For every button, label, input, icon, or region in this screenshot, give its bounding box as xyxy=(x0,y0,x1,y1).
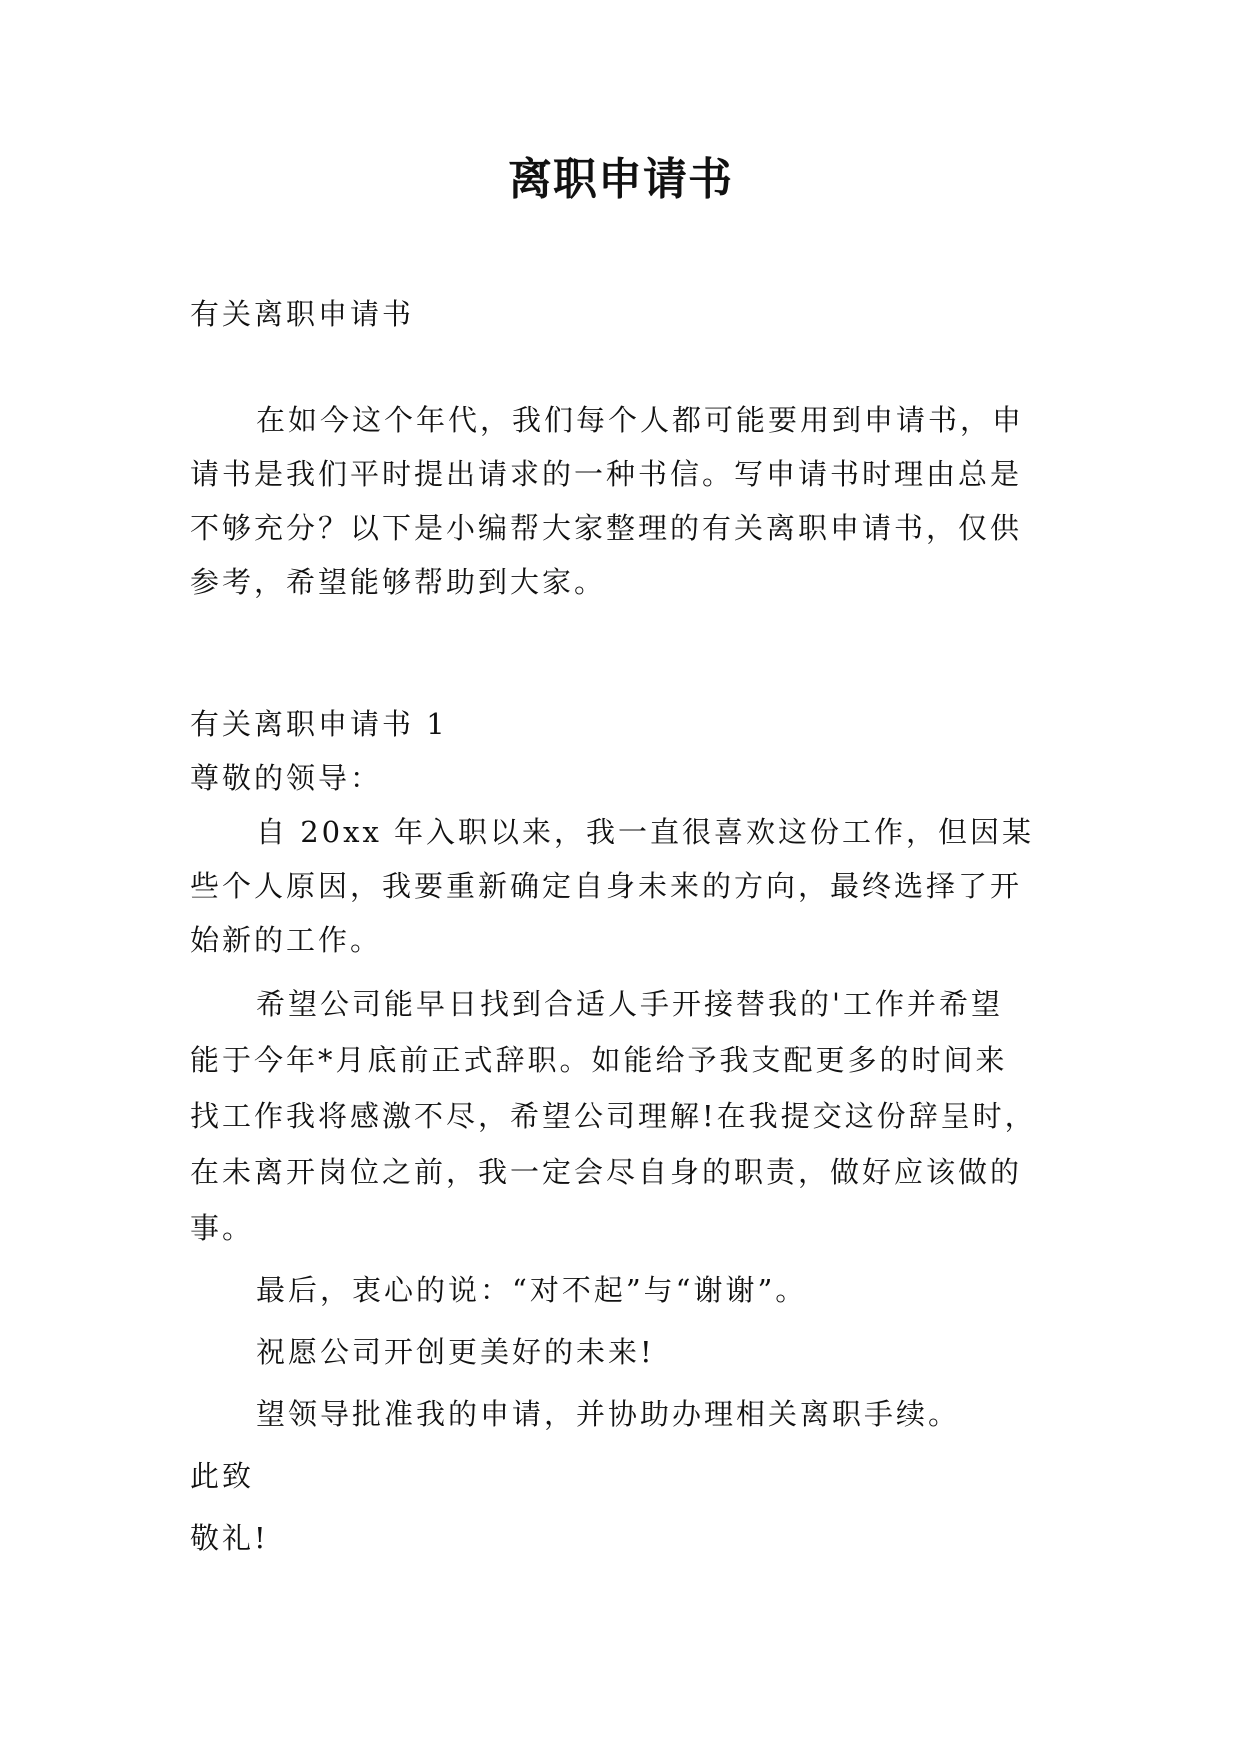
intro-line-4: 参考，希望能够帮助到大家。 xyxy=(190,565,607,599)
section-heading: 有关离职申请书 1 xyxy=(190,707,448,741)
intro-line-2: 请书是我们平时提出请求的一种书信。写申请书时理由总是 xyxy=(190,457,1023,491)
salutation: 尊敬的领导： xyxy=(190,761,383,795)
intro-line-3: 不够充分？以下是小编帮大家整理的有关离职申请书，仅供 xyxy=(190,511,1023,545)
paragraph1-line-2: 些个人原因，我要重新确定自身未来的方向，最终选择了开 xyxy=(190,869,1023,903)
paragraph2-line-3: 找工作我将感激不尽，希望公司理解!在我提交这份辞呈时， xyxy=(190,1099,1037,1133)
paragraph2-line-4: 在未离开岗位之前，我一定会尽自身的职责，做好应该做的 xyxy=(190,1155,1023,1189)
paragraph4: 祝愿公司开创更美好的未来! xyxy=(256,1335,655,1369)
document-title: 离职申请书 xyxy=(508,154,733,205)
paragraph3: 最后，衷心的说：“对不起”与“谢谢”。 xyxy=(256,1273,808,1307)
intro-line-1: 在如今这个年代，我们每个人都可能要用到申请书，申 xyxy=(256,403,1025,437)
paragraph2-line-1: 希望公司能早日找到合适人手开接替我的'工作并希望 xyxy=(256,987,1003,1021)
paragraph1-line-1: 自 20xx 年入职以来，我一直很喜欢这份工作，但因某 xyxy=(256,815,1035,849)
paragraph5: 望领导批准我的申请，并协助办理相关离职手续。 xyxy=(256,1397,961,1431)
paragraph2-line-2: 能于今年*月底前正式辞职。如能给予我支配更多的时间来 xyxy=(190,1043,1008,1077)
closing-line-2: 敬礼! xyxy=(190,1521,269,1555)
paragraph1-line-3: 始新的工作。 xyxy=(190,923,383,957)
paragraph2-line-5: 事。 xyxy=(190,1211,255,1245)
document-subtitle: 有关离职申请书 xyxy=(190,297,415,331)
closing-line-1: 此致 xyxy=(190,1459,255,1493)
